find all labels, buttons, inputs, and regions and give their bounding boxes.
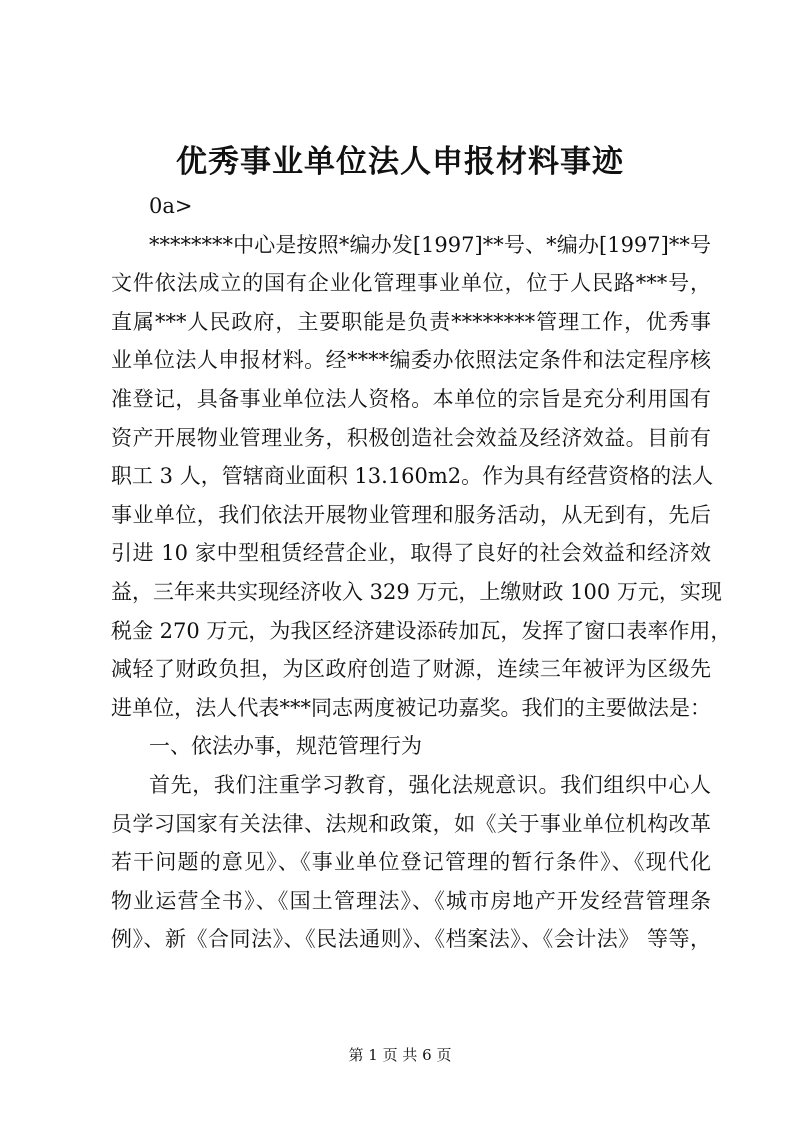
body-line-3: 文件依法成立的国有企业化管理事业单位，位于人民路***号，: [111, 271, 711, 296]
section-heading-1: 一、依法办事，规范管理行为: [149, 734, 422, 759]
body-line-12: 税金 270 万元，为我区经济建设添砖加瓦，发挥了窗口表率作用，: [111, 618, 732, 643]
body-line-18: 若干问题的意见》、《事业单位登记管理的暂行条件》、《现代化: [111, 850, 711, 875]
body-line-14: 进单位，法人代表***同志两度被记功嘉奖。我们的主要做法是：: [111, 695, 711, 720]
body-line-20: 例》、新《合同法》、《民法通则》、《档案法》、《会计法》 等等，: [111, 927, 711, 952]
document-title: 优秀事业单位法人申报材料事迹: [176, 144, 624, 180]
body-line-1: 0a>: [149, 194, 193, 218]
body-line-13: 减轻了财政负担，为区政府创造了财源，连续三年被评为区级先: [111, 657, 711, 682]
body-line-4: 直属***人民政府，主要职能是负责********管理工作，优秀事: [111, 309, 711, 334]
body-line-6: 准登记，具备事业单位法人资格。本单位的宗旨是充分利用国有: [111, 386, 711, 411]
page-footer: 第 1 页 共 6 页: [348, 1046, 452, 1064]
document-body: [111, 187, 732, 959]
body-line-17: 员学习国家有关法律、法规和政策，如《关于事业单位机构改革: [111, 811, 711, 836]
body-line-9: 事业单位，我们依法开展物业管理和服务活动，从无到有，先后: [111, 502, 711, 527]
body-line-10: 引进 10 家中型租赁经营企业，取得了良好的社会效益和经济效: [111, 541, 711, 566]
body-line-5: 业单位法人申报材料。经****编委办依照法定条件和法定程序核: [111, 348, 711, 373]
body-line-2: ********中心是按照*编办发[1997]**号、*编办[1997]**号: [149, 232, 711, 257]
body-line-7: 资产开展物业管理业务，积极创造社会效益及经济效益。目前有: [111, 425, 711, 450]
body-line-16: 首先，我们注重学习教育，强化法规意识。我们组织中心人: [149, 772, 711, 797]
body-line-8: 职工 3 人，管辖商业面积 13.160m2。作为具有经营资格的法人: [111, 464, 714, 489]
body-line-19: 物业运营全书》、《国土管理法》、《城市房地产开发经营管理条: [111, 888, 711, 913]
body-line-11: 益，三年来共实现经济收入 329 万元，上缴财政 100 万元，实现: [111, 579, 722, 604]
